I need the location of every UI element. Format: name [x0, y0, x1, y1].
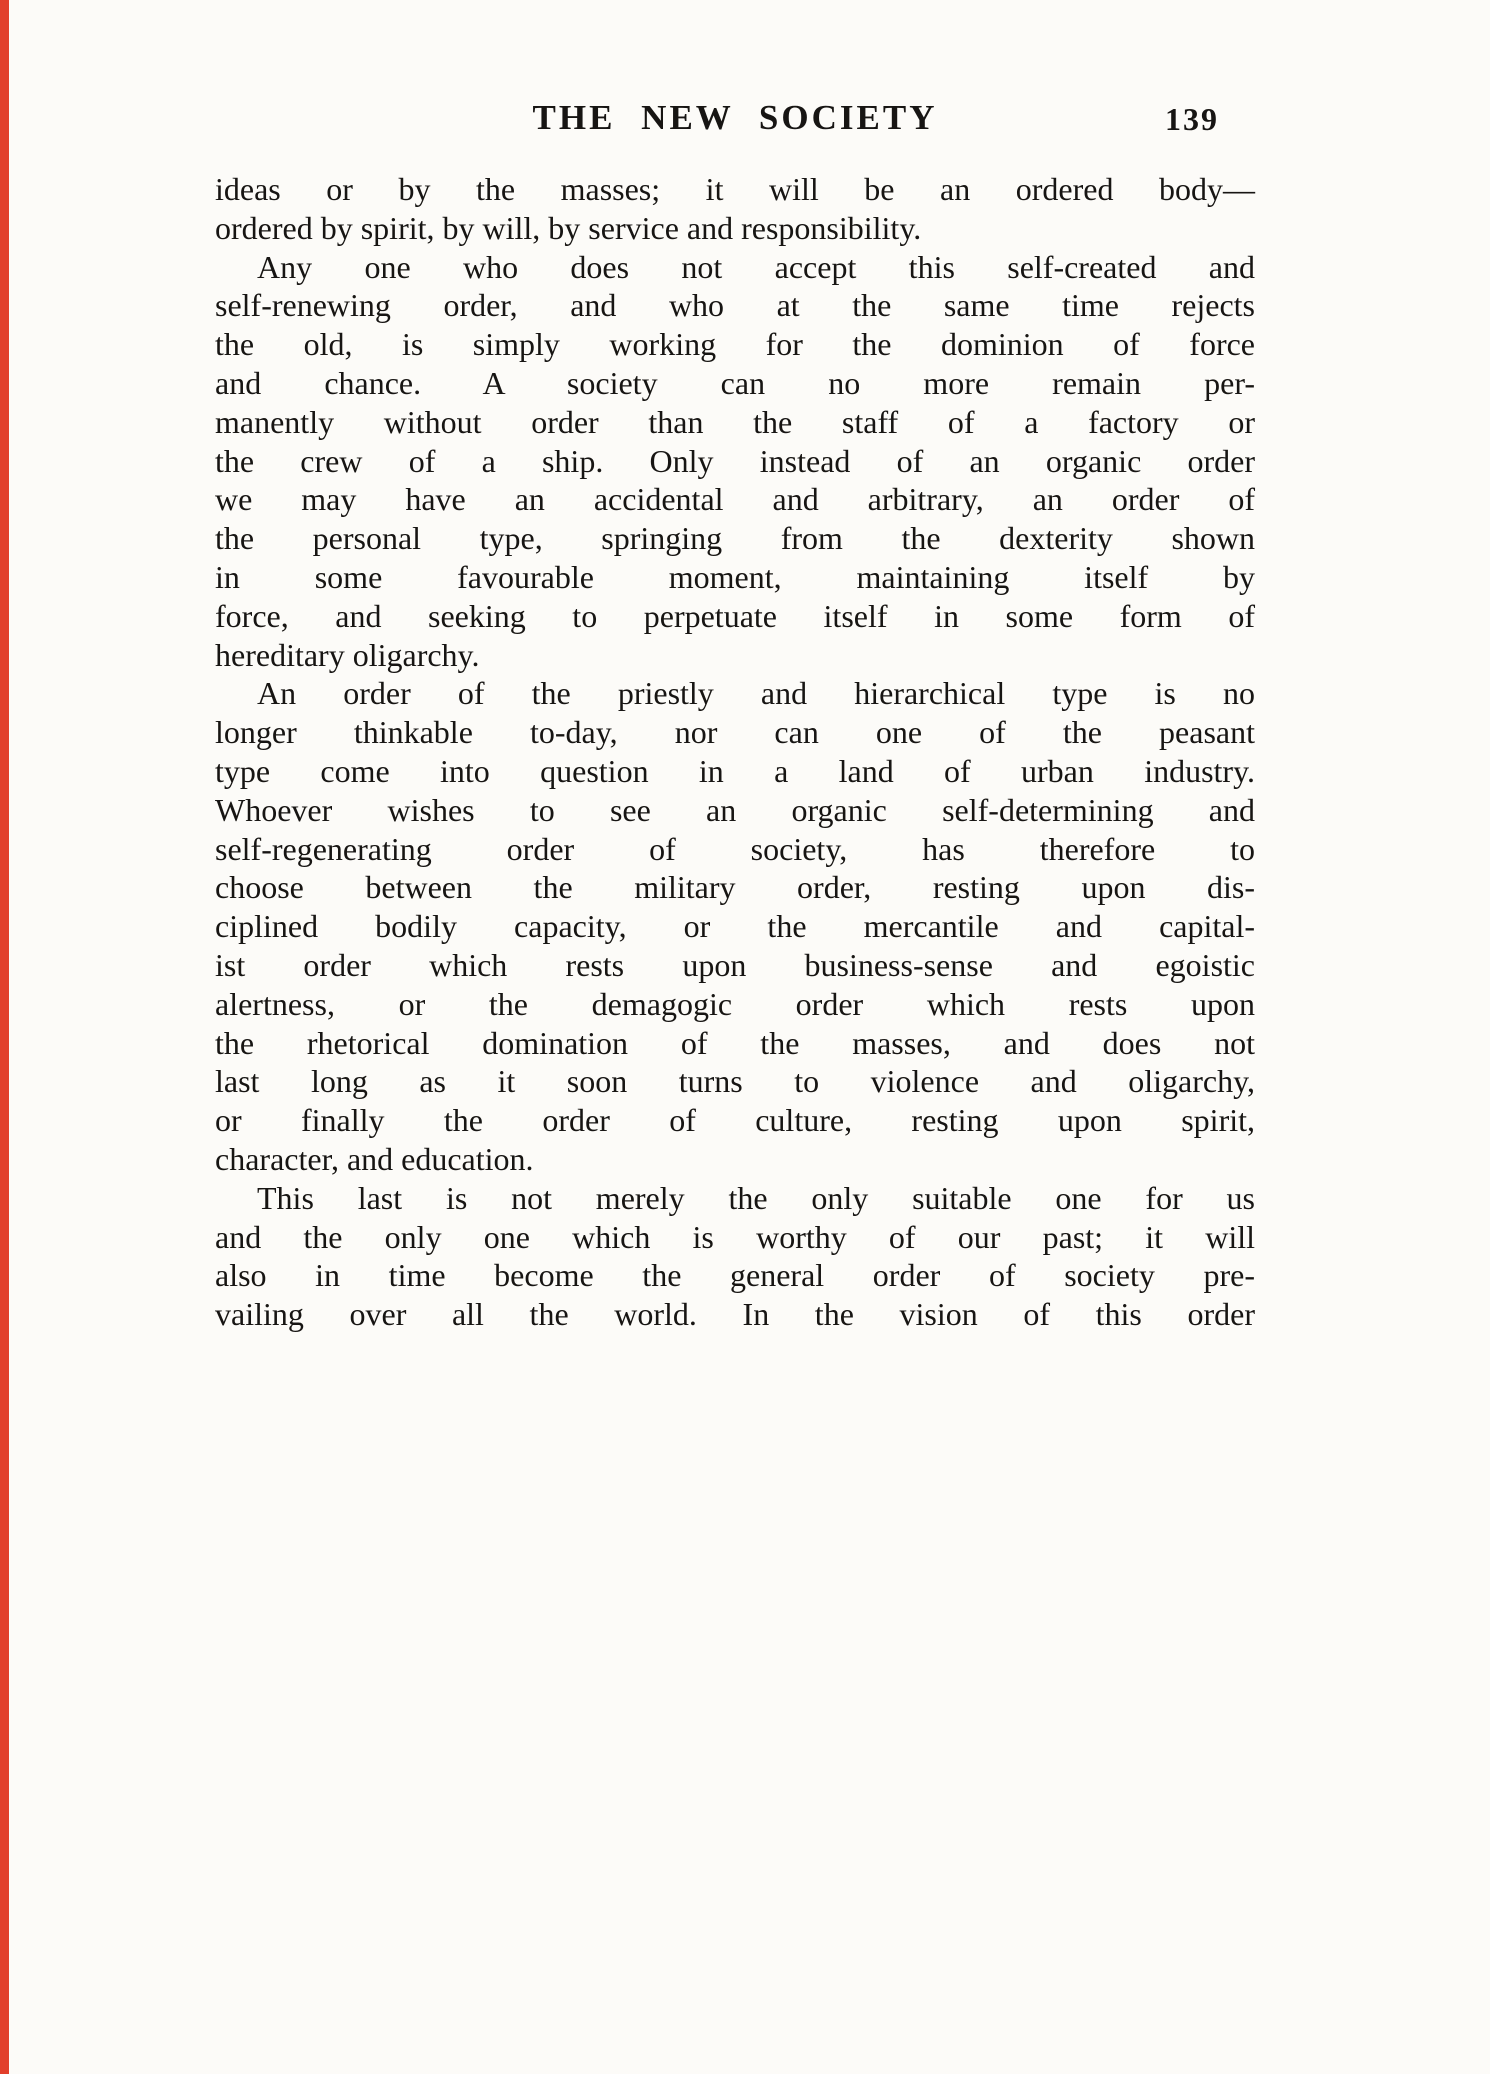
page-body: [215, 170, 1255, 1334]
text-line: also in time become the general order of society pre-: [215, 1257, 1255, 1294]
text-line: self-regenerating order of society, has therefore to: [215, 830, 1255, 867]
text-line: An order of the priestly and hierarchical type is no: [257, 675, 1255, 712]
text-line: last long as it soon turns to violence and oligarchy,: [215, 1063, 1255, 1100]
text-line: This last is not merely the only suitable one for us: [257, 1179, 1255, 1216]
text-line: vailing over all the world. In the vision of this order: [215, 1296, 1255, 1333]
text-line: and the only one which is worthy of our past; it will: [215, 1218, 1255, 1255]
text-line: force, and seeking to perpetuate itself in some form of: [215, 597, 1255, 634]
text-line: longer thinkable to-day, nor can one of the peasant: [215, 714, 1255, 751]
text-line: and chance. A society can no more remain per-: [215, 364, 1255, 401]
text-line: in some favourable moment, maintaining itself by: [215, 558, 1255, 595]
text-line: Any one who does not accept this self-created and: [257, 248, 1255, 285]
text-line: ist order which rests upon business-sense and egoistic: [215, 946, 1255, 983]
text-line: the old, is simply working for the dominion of force: [215, 326, 1255, 363]
text-line: the personal type, springing from the dexterity shown: [215, 520, 1255, 557]
text-line: self-renewing order, and who at the same time rejects: [215, 287, 1255, 324]
text-line: the crew of a ship. Only instead of an organic order: [215, 442, 1255, 479]
page-header: [215, 98, 1255, 146]
text-line: alertness, or the demagogic order which rests upon: [215, 985, 1255, 1022]
text-line: or finally the order of culture, resting upon spirit,: [215, 1102, 1255, 1139]
text-line: hereditary oligarchy.: [215, 636, 480, 673]
text-line: character, and education.: [215, 1140, 534, 1177]
text-line: ordered by spirit, by will, by service and responsibility.: [215, 209, 922, 246]
running-title: THE NEW SOCIETY: [532, 98, 938, 137]
text-line: the rhetorical domination of the masses, and does not: [215, 1024, 1255, 1061]
text-line: manently without order than the staff of a factory or: [215, 403, 1255, 440]
text-line: type come into question in a land of urban industry.: [215, 752, 1255, 789]
text-line: choose between the military order, resting upon dis-: [215, 869, 1255, 906]
page-number: 139: [1165, 101, 1219, 137]
page-content: [215, 98, 1255, 1334]
text-line: Whoever wishes to see an organic self-determining and: [215, 791, 1255, 828]
text-line: we may have an accidental and arbitrary, an order of: [215, 481, 1255, 518]
scan-edge-artifact: [0, 0, 9, 2074]
text-line: ideas or by the masses; it will be an ordered body—: [215, 171, 1255, 207]
text-line: ciplined bodily capacity, or the mercantile and capital-: [215, 908, 1255, 945]
